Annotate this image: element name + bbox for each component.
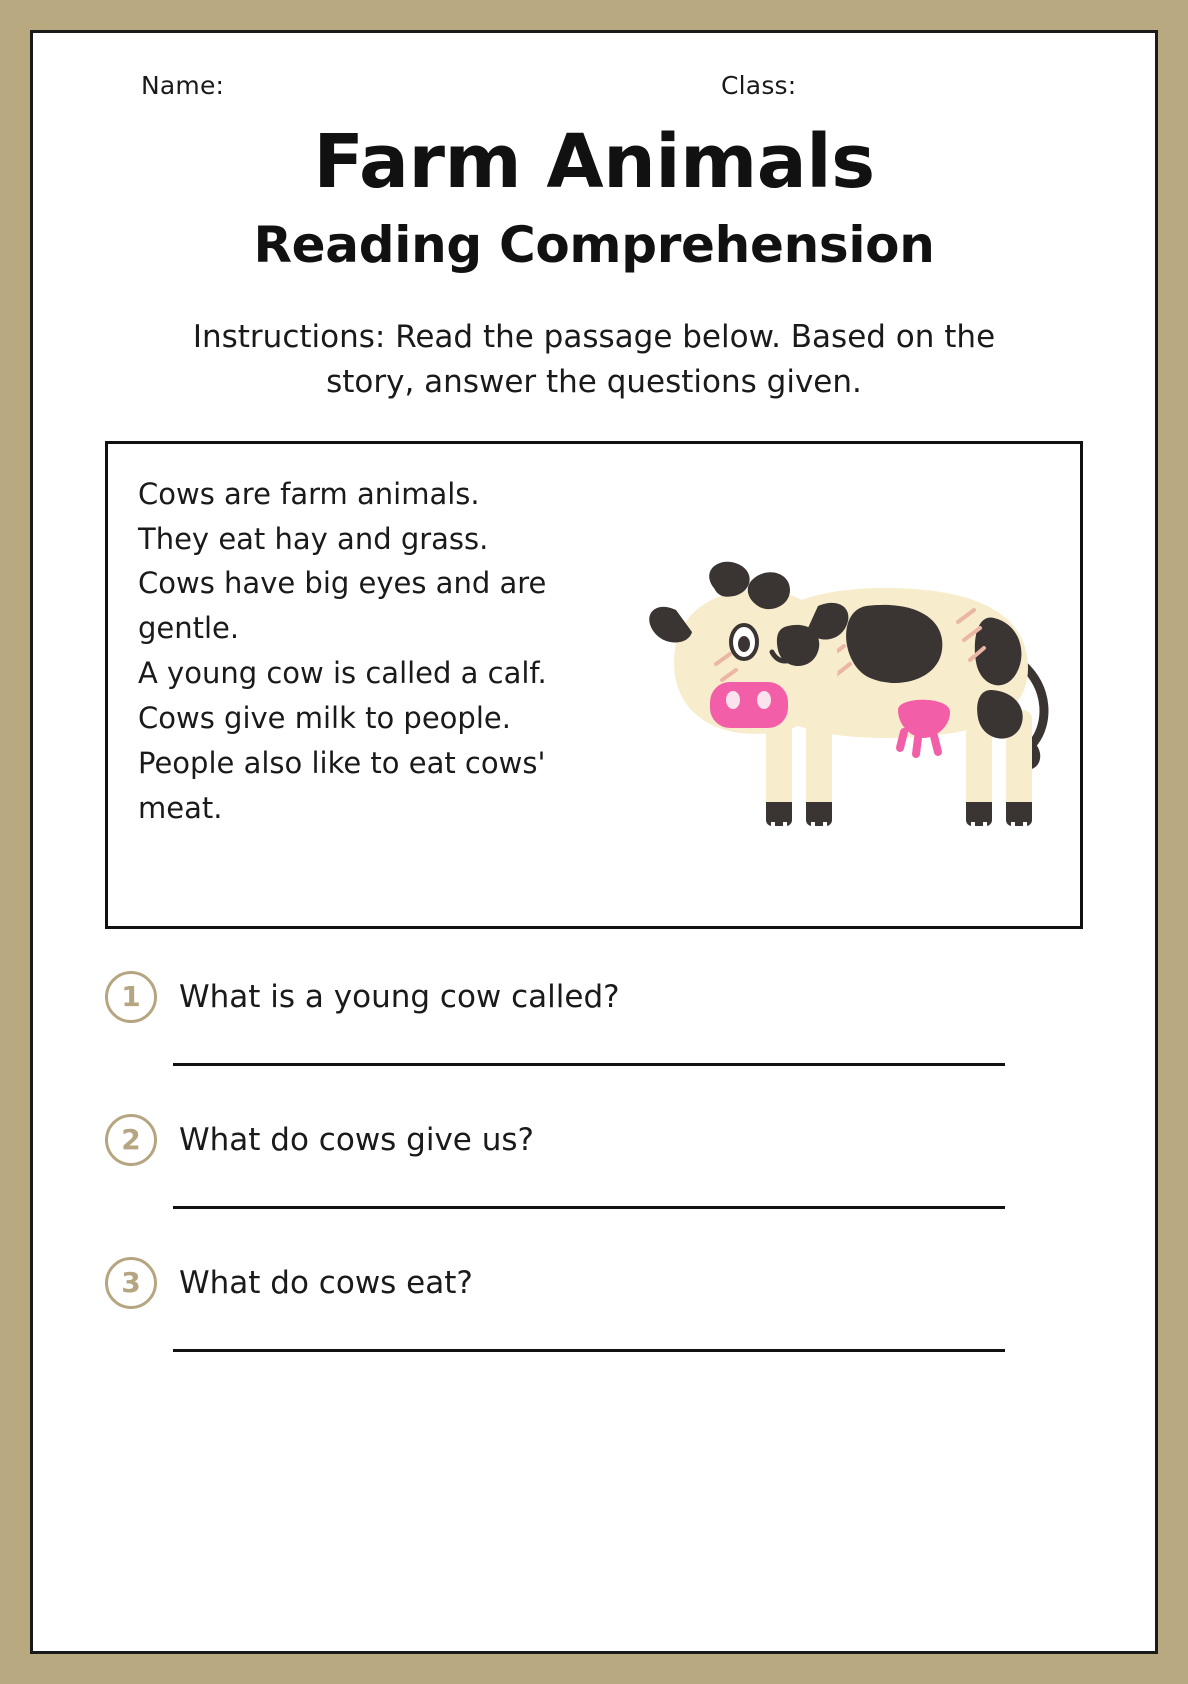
answer-line[interactable] bbox=[173, 1349, 1005, 1352]
question-number-badge: 1 bbox=[105, 971, 157, 1023]
question-number-badge: 3 bbox=[105, 1257, 157, 1309]
passage-text: Cows are farm animals. They eat hay and grass. Cows have big eyes and are gentle. A young cow is called a calf. Cows give milk to people. People also like to eat cows' meat. bbox=[138, 476, 547, 826]
question-item bbox=[105, 971, 1083, 1066]
question-item bbox=[105, 1257, 1083, 1352]
question-row bbox=[105, 1257, 1083, 1309]
question-text: What is a young cow called? bbox=[179, 978, 620, 1015]
name-label: Name: bbox=[141, 71, 225, 100]
page-subtitle: Reading Comprehension bbox=[253, 215, 935, 274]
class-label: Class: bbox=[721, 71, 797, 100]
question-text: What do cows eat? bbox=[179, 1264, 473, 1301]
question-number-badge: 2 bbox=[105, 1114, 157, 1166]
worksheet-content bbox=[33, 33, 1155, 1651]
instructions-text: Instructions: Read the passage below. Based on the story, answer the questions given. bbox=[192, 318, 996, 400]
worksheet-page bbox=[30, 30, 1158, 1654]
questions-list bbox=[105, 971, 1083, 1352]
question-text: What do cows give us? bbox=[179, 1121, 534, 1158]
question-item bbox=[105, 1114, 1083, 1209]
answer-line[interactable] bbox=[173, 1206, 1005, 1209]
student-meta-row bbox=[105, 33, 1083, 100]
answer-line[interactable] bbox=[173, 1063, 1005, 1066]
cow-illustration bbox=[630, 514, 1070, 844]
question-row bbox=[105, 1114, 1083, 1166]
question-row bbox=[105, 971, 1083, 1023]
passage-box bbox=[105, 441, 1083, 929]
page-title: Farm Animals bbox=[313, 119, 875, 205]
